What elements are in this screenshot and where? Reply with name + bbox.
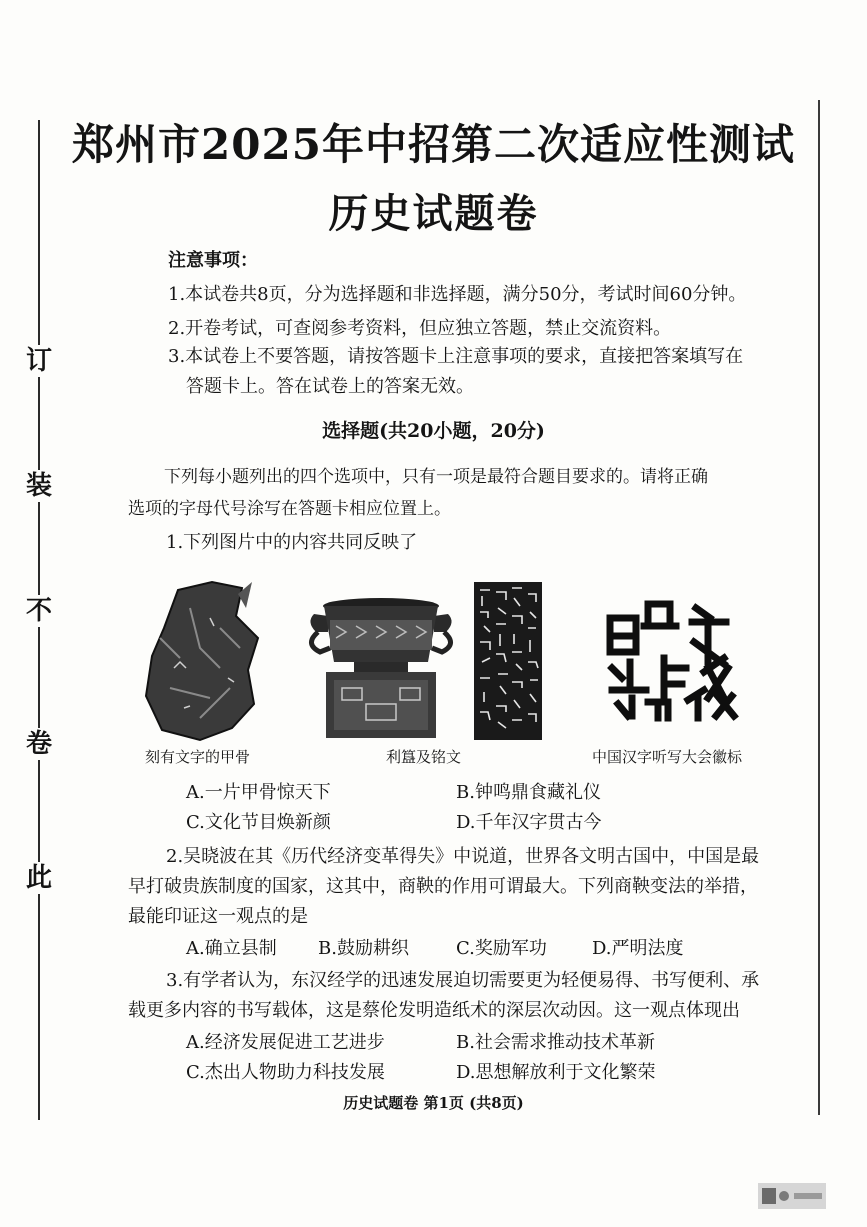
oracle-bone-image (140, 578, 264, 744)
option: C.奖励军功 (456, 938, 547, 959)
margin-line (818, 100, 820, 1115)
option: C.杰出人物助力科技发展 (186, 1062, 385, 1083)
notes-item: 1.本试卷共8页，分为选择题和非选择题，满分50分，考试时间60分钟。 (168, 284, 747, 305)
li-gui-vessel-image (306, 592, 456, 740)
option: A.一片甲骨惊天下 (186, 782, 331, 803)
notes-item: 答题卡上。答在试卷上的答案无效。 (186, 376, 474, 397)
question-2-stem: 早打破贵族制度的国家，这其中，商鞅的作用可谓最大。下列商鞅变法的举措， (128, 876, 758, 897)
dictation-contest-logo-image (604, 598, 750, 722)
option: D.千年汉字贯古今 (456, 812, 602, 833)
section-instructions: 下列每小题列出的四个选项中，只有一项是最符合题目要求的。请将正确 (164, 467, 708, 487)
inscription-rubbing-image (474, 582, 542, 740)
image-caption: 中国汉字听写大会徽标 (592, 748, 743, 766)
binding-char: 订 (25, 346, 52, 376)
question-3-stem: 载更多内容的书写载体，这是蔡伦发明造纸术的深层次动因。这一观点体现出 (128, 1000, 740, 1021)
image-caption: 利簋及铭文 (386, 748, 462, 766)
question-2-stem: 最能印证这一观点的是 (128, 906, 308, 927)
option: B.社会需求推动技术革新 (456, 1032, 655, 1053)
binding-char: 此 (25, 863, 52, 893)
section-instructions: 选项的字母代号涂写在答题卡相应位置上。 (128, 499, 451, 519)
option: B.钟鸣鼎食藏礼仪 (456, 782, 601, 803)
option: B.鼓励耕织 (318, 938, 409, 959)
notes-item: 2.开卷考试，可查阅参考资料，但应独立答题，禁止交流资料。 (168, 318, 672, 339)
option: A.确立县制 (186, 938, 277, 959)
question-1-stem: 1.下列图片中的内容共同反映了 (166, 532, 418, 553)
question-3-stem: 3.有学者认为，东汉经学的迅速发展迫切需要更为轻便易得、书写便利、承 (166, 970, 760, 991)
page-footer: 历史试题卷 第1页 (共8页) (343, 1094, 524, 1112)
binding-char: 卷 (25, 729, 52, 759)
image-caption: 刻有文字的甲骨 (145, 748, 251, 766)
section-title: 选择题(共20小题，20分) (322, 420, 545, 442)
option: D.思想解放利于文化繁荣 (456, 1062, 656, 1083)
exam-title: 郑州市2025年中招第二次适应性测试 (72, 120, 795, 169)
notes-item: 3.本试卷上不要答题，请按答题卡上注意事项的要求，直接把答案填写在 (168, 346, 744, 367)
option: D.严明法度 (592, 938, 684, 959)
binding-char: 不 (25, 596, 52, 626)
exam-subtitle: 历史试题卷 (328, 190, 539, 237)
question-2-stem: 2.吴晓波在其《历代经济变革得失》中说道，世界各文明古国中，中国是最 (166, 846, 760, 867)
option: A.经济发展促进工艺进步 (186, 1032, 385, 1053)
option: C.文化节目焕新颜 (186, 812, 331, 833)
binding-char: 装 (25, 471, 52, 501)
scanner-watermark-image (758, 1183, 826, 1209)
notes-heading: 注意事项： (168, 250, 258, 271)
